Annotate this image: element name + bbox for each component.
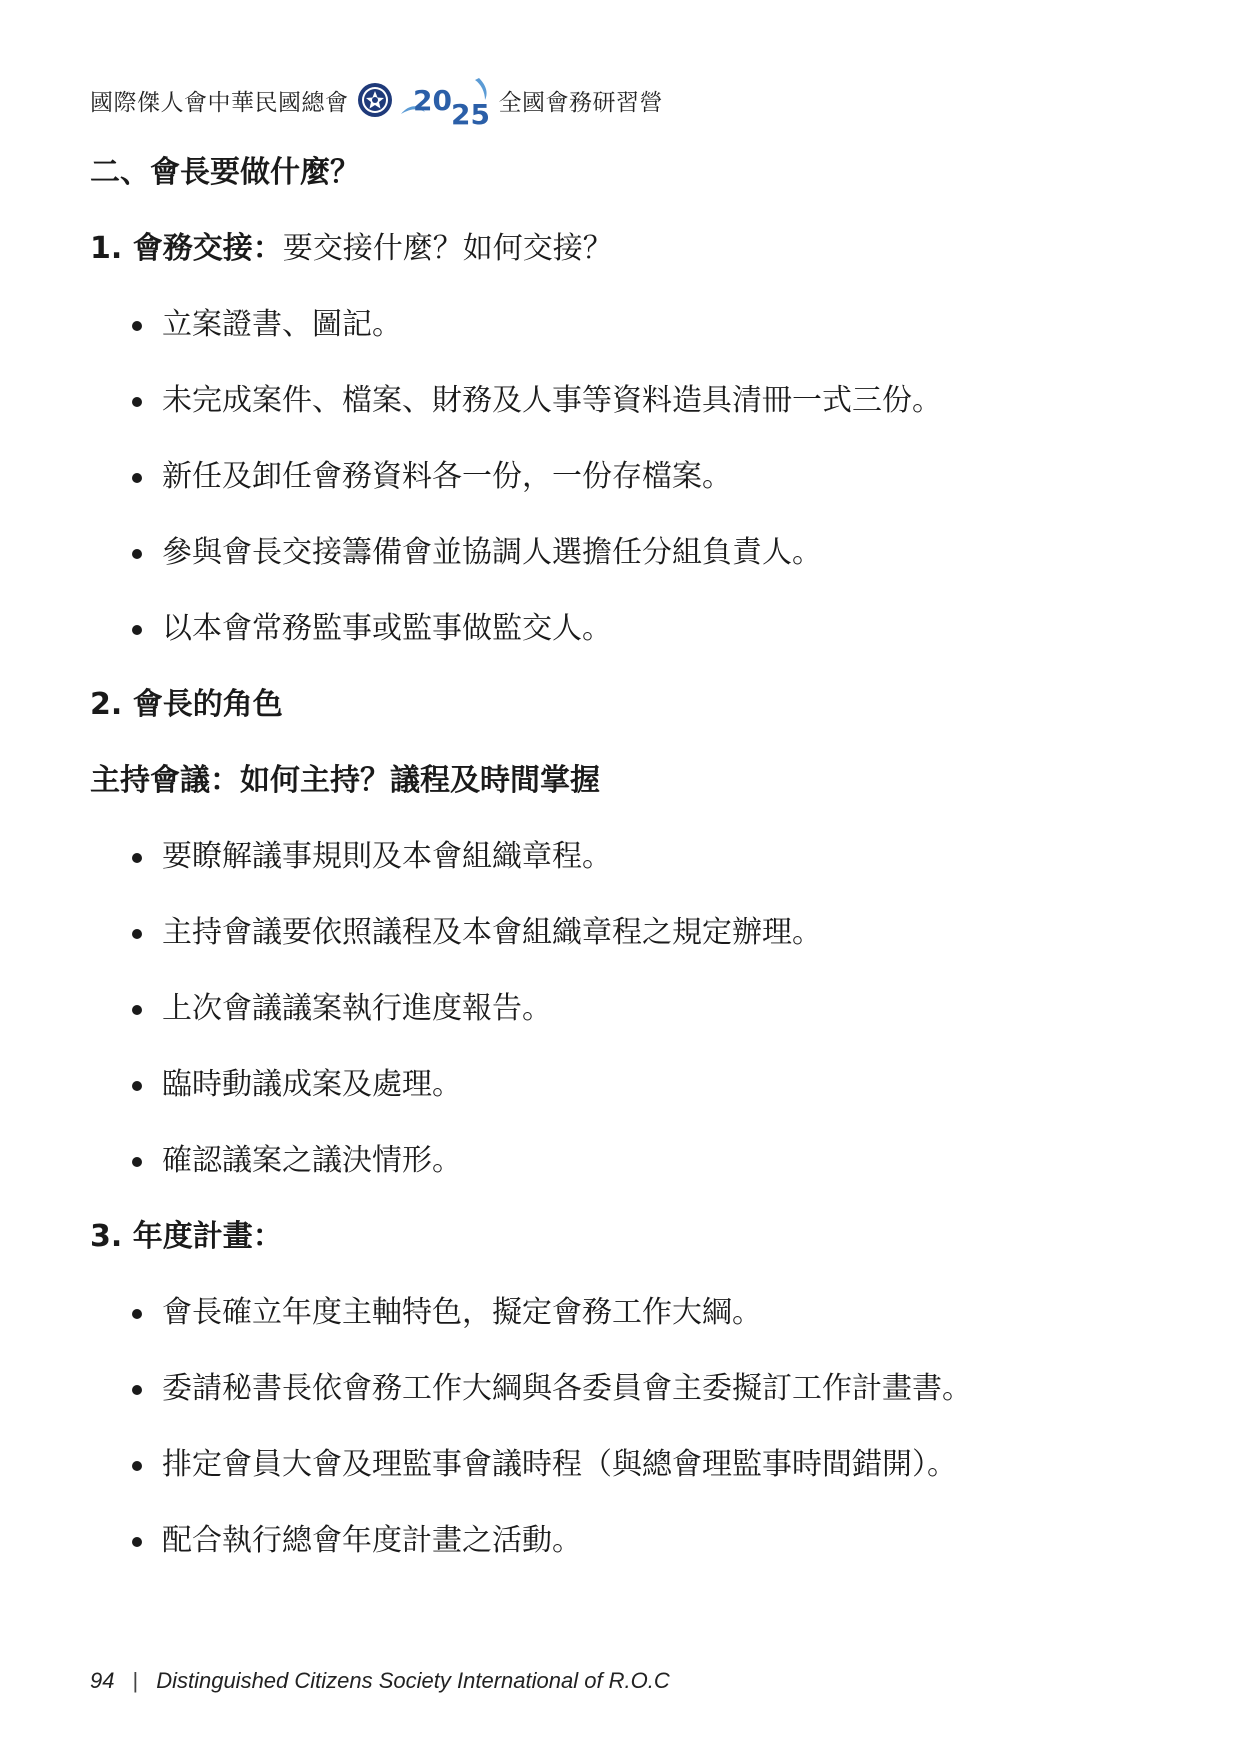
list-item-text: 確認議案之議決情形。 xyxy=(162,1143,462,1178)
bullet-dot-icon xyxy=(132,397,142,407)
header-event-name: 全國會務研習營 xyxy=(498,89,663,116)
bullet-dot-icon xyxy=(132,1309,142,1319)
bullet-dot-icon xyxy=(132,549,142,559)
list-item-text: 新任及卸任會務資料各一份，一份存檔案。 xyxy=(162,459,732,494)
bullet-dot-icon xyxy=(132,473,142,483)
list-item-text: 臨時動議成案及處理。 xyxy=(162,1067,462,1102)
part1-list xyxy=(90,287,1170,667)
list-item-text: 未完成案件、檔案、財務及人事等資料造具清冊一式三份。 xyxy=(162,383,942,418)
header-org-name: 國際傑人會中華民國總會 xyxy=(90,89,349,116)
part1-heading-bold: 1. 會務交接： xyxy=(90,231,283,266)
bullet-dot-icon xyxy=(132,1005,142,1015)
publication-name: Distinguished Citizens Society International of R.O.C xyxy=(156,1668,670,1693)
bullet-dot-icon xyxy=(132,321,142,331)
list-item xyxy=(90,1123,1170,1199)
organization-emblem-icon xyxy=(357,82,393,118)
list-item-text: 要瞭解議事規則及本會組織章程。 xyxy=(162,839,612,874)
part2-heading: 2. 會長的角色 xyxy=(90,687,283,722)
bullet-dot-icon xyxy=(132,1081,142,1091)
list-item-text: 排定會員大會及理監事會議時程（與總會理監事時間錯開）。 xyxy=(162,1447,957,1482)
bullet-dot-icon xyxy=(132,1385,142,1395)
bullet-dot-icon xyxy=(132,929,142,939)
svg-text:25: 25 xyxy=(450,98,490,130)
list-item-text: 會長確立年度主軸特色，擬定會務工作大綱。 xyxy=(162,1295,762,1330)
list-item xyxy=(90,591,1170,667)
part3-list xyxy=(90,1275,1170,1579)
list-item-text: 立案證書、圖記。 xyxy=(162,307,402,342)
page-header xyxy=(90,70,663,130)
list-item xyxy=(90,1427,1170,1503)
bullet-dot-icon xyxy=(132,1461,142,1471)
list-item xyxy=(90,895,1170,971)
list-item xyxy=(90,1503,1170,1579)
bullet-dot-icon xyxy=(132,853,142,863)
page-number: 94 xyxy=(90,1668,115,1693)
list-item-text: 配合執行總會年度計畫之活動。 xyxy=(162,1523,582,1558)
list-item-text: 上次會議議案執行進度報告。 xyxy=(162,991,552,1026)
page-content xyxy=(90,135,1170,1579)
list-item xyxy=(90,363,1170,439)
list-item xyxy=(90,515,1170,591)
part2-list xyxy=(90,819,1170,1199)
section-title: 二、會長要做什麼？ xyxy=(90,155,360,190)
svg-text:20: 20 xyxy=(412,84,452,117)
part3-heading: 3. 年度計畫： xyxy=(90,1219,283,1254)
bullet-dot-icon xyxy=(132,1537,142,1547)
list-item xyxy=(90,1351,1170,1427)
list-item xyxy=(90,819,1170,895)
list-item-text: 以本會常務監事或監事做監交人。 xyxy=(162,611,612,646)
year-2025-logo xyxy=(399,70,495,130)
list-item xyxy=(90,1275,1170,1351)
bullet-dot-icon xyxy=(132,625,142,635)
list-item xyxy=(90,971,1170,1047)
bullet-dot-icon xyxy=(132,1157,142,1167)
list-item xyxy=(90,287,1170,363)
list-item-text: 主持會議要依照議程及本會組織章程之規定辦理。 xyxy=(162,915,822,950)
list-item xyxy=(90,1047,1170,1123)
part1-heading-rest: 要交接什麼？如何交接？ xyxy=(282,231,613,266)
footer-separator: | xyxy=(132,1668,139,1693)
page-footer xyxy=(90,1668,670,1694)
list-item-text: 參與會長交接籌備會並協調人選擔任分組負責人。 xyxy=(162,535,822,570)
part2-subheading: 主持會議：如何主持？議程及時間掌握 xyxy=(90,763,600,798)
list-item xyxy=(90,439,1170,515)
list-item-text: 委請秘書長依會務工作大綱與各委員會主委擬訂工作計畫書。 xyxy=(162,1371,972,1406)
part1-heading xyxy=(90,211,1170,287)
